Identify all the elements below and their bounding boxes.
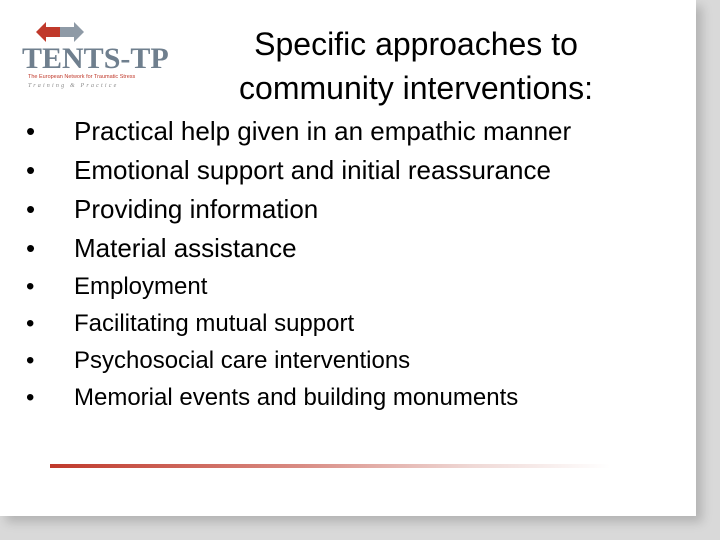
bullet-dot: •	[26, 155, 36, 185]
logo-name: TENTS-TP	[22, 42, 169, 75]
bullet-dot: •	[26, 194, 36, 224]
slide-title-line-2: community interventions:	[239, 70, 593, 106]
bullet-text: Employment	[74, 273, 208, 300]
tents-tp-logo	[22, 18, 182, 96]
logo-tagline: Training & Practice	[28, 83, 119, 89]
bullet-text: Memorial events and building monuments	[74, 384, 519, 411]
footer-divider-rule	[50, 464, 610, 468]
bullet-text: Providing information	[74, 194, 319, 224]
logo-subtitle: The European Network for Traumatic Stress	[28, 74, 136, 80]
bullet-item	[26, 231, 686, 270]
secondary-bullet-list	[26, 268, 686, 416]
bullet-text: Material assistance	[74, 233, 297, 263]
bullet-item	[26, 379, 686, 416]
primary-bullet-list	[26, 114, 686, 270]
bullet-dot: •	[26, 233, 36, 263]
bullet-item	[26, 114, 686, 153]
bullet-dot: •	[26, 310, 35, 337]
bullet-item	[26, 305, 686, 342]
bullet-text: Facilitating mutual support	[74, 310, 355, 337]
bullet-item	[26, 153, 686, 192]
bullet-dot: •	[26, 116, 36, 146]
bullet-text: Practical help given in an empathic manner	[74, 116, 572, 146]
bullet-dot: •	[26, 273, 35, 300]
bullet-text: Psychosocial care interventions	[74, 347, 411, 374]
bullet-item	[26, 268, 686, 305]
bullet-item	[26, 192, 686, 231]
bullet-item	[26, 342, 686, 379]
slide-title	[200, 22, 632, 110]
slide-title-line-1: Specific approaches to	[254, 26, 578, 62]
bullet-dot: •	[26, 384, 35, 411]
bullet-dot: •	[26, 347, 35, 374]
bullet-text: Emotional support and initial reassurance	[74, 155, 551, 185]
